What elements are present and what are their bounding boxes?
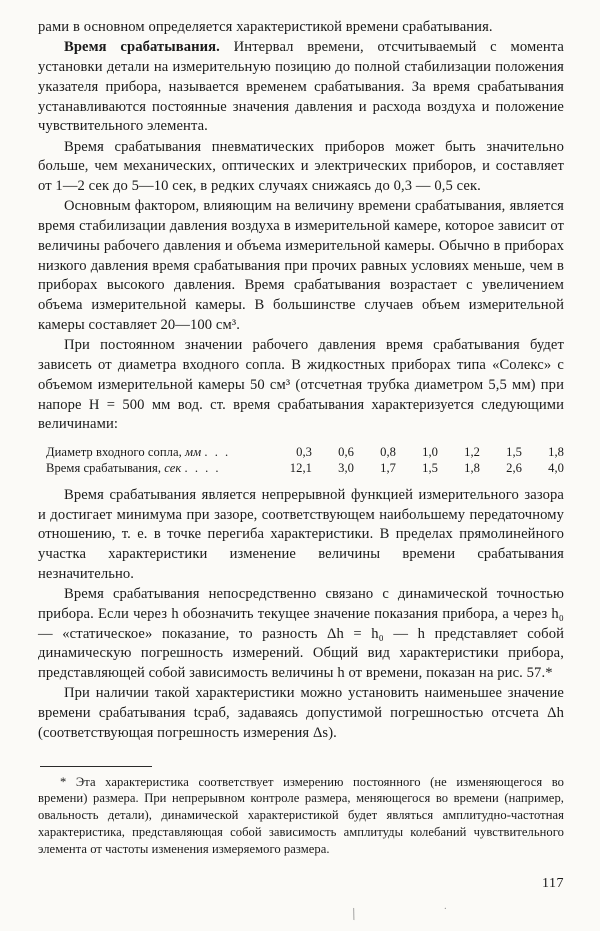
table-cell: 1,7 bbox=[380, 461, 396, 476]
table-cell: 4,0 bbox=[548, 461, 564, 476]
footnote-text: * Эта характеристика соответствует измерению постоянного (не изменяющегося во времени) размера. При непрерывном контроле размера, меняющегося во времени (например, овальность детали), динамической характеристикой будет являться амплитудно-частотная характеристика, представляющая собой зависимость амплитуды колебаний чувствительного элемента от частоты изменения измеряемого размера. bbox=[38, 774, 564, 856]
value-table bbox=[46, 444, 564, 477]
table-row-label bbox=[46, 460, 270, 476]
paragraph-2 bbox=[38, 38, 564, 137]
table-cell: 0,6 bbox=[338, 445, 354, 460]
table-row-label-text: Время срабатывания, bbox=[46, 461, 162, 476]
table-row-label-unit: мм bbox=[185, 445, 202, 460]
table-cell: 1,8 bbox=[548, 445, 564, 460]
table-row-leader: . . . . bbox=[184, 461, 221, 476]
table-cell: 1,2 bbox=[464, 445, 480, 460]
table-cell: 2,6 bbox=[506, 461, 522, 476]
footnote-separator bbox=[40, 766, 152, 767]
paragraph-8: При наличии такой характеристики можно установить наименьшее значение времени срабатывания tсраб, задаваясь допустимой погрешностью отсчета Δh (соответствующая погрешность измерения Δs). bbox=[38, 685, 564, 741]
table-cell: 3,0 bbox=[338, 461, 354, 476]
paragraph-2-body: Интервал времени, отсчитываемый с момента установки детали на измерительную позицию до полной стабилизации положения указателя прибора, называется временем срабатывания. За время срабатывания устанавливаются постоянные значения давления и расхода воздуха и положение чувствительного элемента. bbox=[38, 39, 565, 135]
paragraph-6: Время срабатывания является непрерывной функцией измерительного зазора и достигает минимума при зазоре, соответствующем наибольшему передаточному отношению, т. е. в точке перегиба характеристики. В пределах прямолинейного участка характеристики изменение величины времени срабатывания незначительно. bbox=[38, 486, 564, 582]
scan-artifact-mark: \ bbox=[348, 904, 359, 924]
paragraph-5: При постоянном значении рабочего давления время срабатывания будет зависеть от диаметра входного сопла. В жидкостных приборах типа «Солекс» с объемом измерительной камеры 50 см³ (отсчетная трубка диаметром 5,5 мм) при напоре H = 500 мм вод. ст. время срабатывания характеризуется следующими величинами: bbox=[38, 337, 564, 433]
table-cell: 0,8 bbox=[380, 445, 396, 460]
table-cell: 0,3 bbox=[296, 445, 312, 460]
paragraph-3: Время срабатывания пневматических приборов может быть значительно больше, чем механических, оптических и электрических приборов, и составляет от 1—2 сек до 5—10 сек, в редких случаях снижаясь до 0,3 — 0,5 сек. bbox=[38, 138, 564, 195]
table-row bbox=[46, 444, 564, 460]
table-cell: 1,5 bbox=[422, 461, 438, 476]
table-cell: 1,5 bbox=[506, 445, 522, 460]
table-row-values bbox=[270, 460, 564, 476]
paragraph-1: рами в основном определяется характеристикой времени срабатывания. bbox=[38, 19, 493, 35]
table-row bbox=[46, 460, 564, 476]
page-number: 117 bbox=[542, 876, 564, 891]
paragraph-7: Время срабатывания непосредственно связано с динамической точностью прибора. Если через h обозначить текущее значение показания прибора, а через h₀ — «статическое» показание, то разность Δh = h₀ — h представляет собой динамическую погрешность измерений. Общий вид характеристики прибора, представляющей собой зависимость величины h от времени, показан на рис. 57.* bbox=[38, 586, 564, 682]
table-row-label-unit: сек bbox=[164, 461, 182, 476]
table-row-label bbox=[46, 444, 270, 460]
table-row-label-text: Диаметр входного сопла, bbox=[46, 445, 182, 460]
scan-artifact-dot: . bbox=[444, 900, 447, 912]
table-row-leader: . . . bbox=[204, 445, 231, 460]
table-row-values bbox=[270, 444, 564, 460]
paragraph-4: Основным фактором, влияющим на величину времени срабатывания, является время стабилизации давления воздуха в измерительной камере, которое зависит от величины рабочего давления и объема измерительной камеры. Обычно в приборах низкого давления время срабатывания при прочих равных условиях меньше, чем в приборах высокого давления. Время срабатывания возрастает с увеличением объема измерительной камеры. В большинстве случаев объем измерительной камеры составляет 20—100 см³. bbox=[38, 198, 564, 333]
term-response-time: Время срабатывания. bbox=[64, 39, 220, 56]
table-cell: 12,1 bbox=[289, 461, 312, 476]
table-cell: 1,0 bbox=[422, 445, 438, 460]
table-cell: 1,8 bbox=[464, 461, 480, 476]
